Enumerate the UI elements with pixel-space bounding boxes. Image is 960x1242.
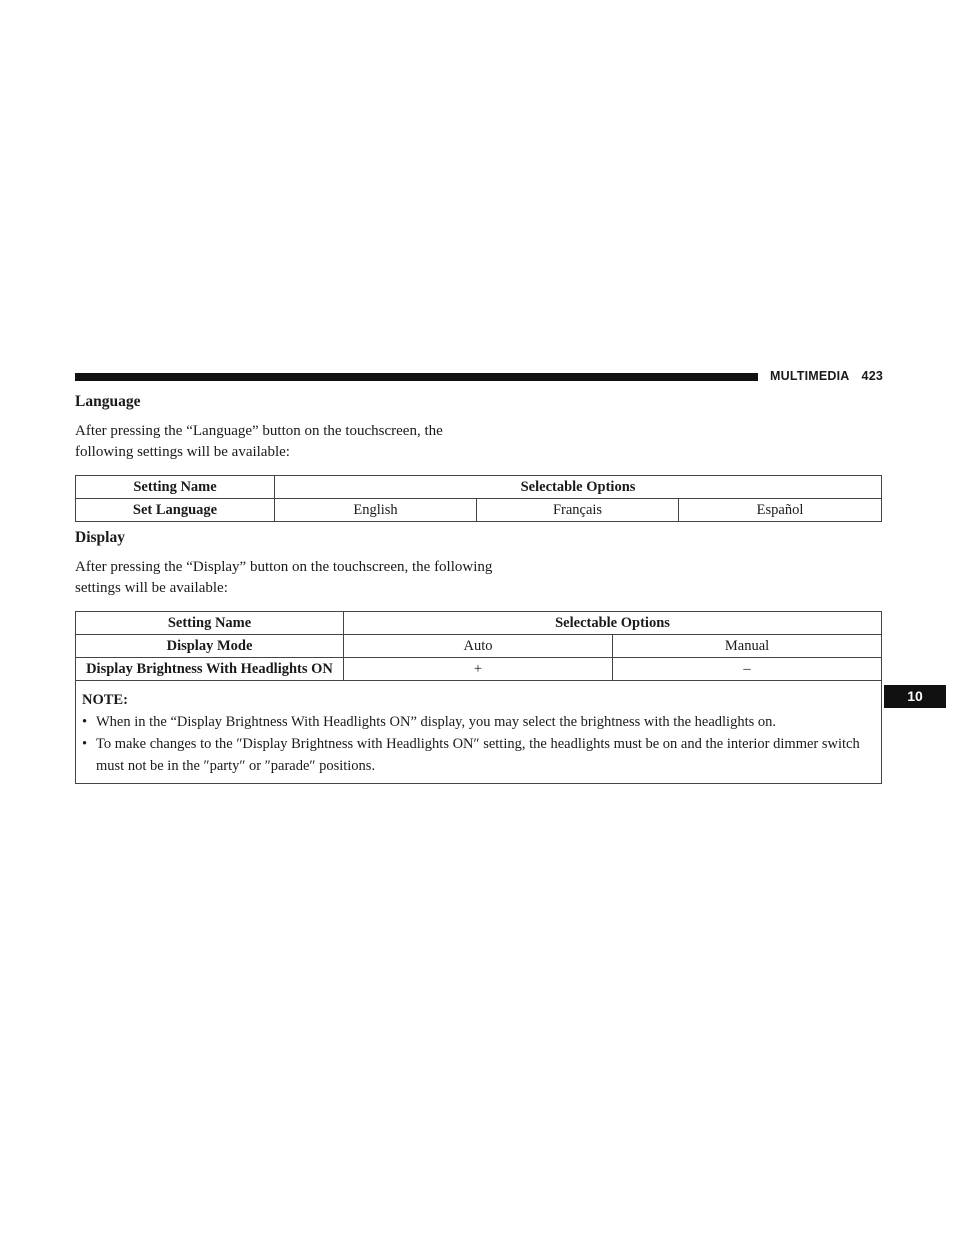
header-selectable-options: Selectable Options	[344, 612, 882, 635]
bullet-icon: •	[82, 736, 88, 752]
option-manual: Manual	[613, 635, 882, 658]
page-number: 423	[861, 369, 884, 383]
option-auto: Auto	[344, 635, 613, 658]
option-plus: +	[344, 658, 613, 681]
section-title: MULTIMEDIA	[770, 369, 850, 383]
option-francais: Français	[477, 499, 679, 522]
option-espanol: Español	[679, 499, 882, 522]
header-setting-name: Setting Name	[76, 476, 275, 499]
table-header-row	[76, 476, 882, 499]
option-english: English	[275, 499, 477, 522]
note-item	[82, 733, 875, 777]
note-row	[76, 681, 882, 784]
display-intro: After pressing the “Display” button on the touchscreen, the following settings will be available:	[75, 559, 493, 596]
note-text: When in the “Display Brightness With Headlights ON” display, you may select the brightness with the headlights on.	[96, 714, 776, 730]
display-table	[75, 611, 882, 784]
table-row	[76, 658, 882, 681]
language-intro: After pressing the “Language” button on the touchscreen, the following settings will be available:	[75, 423, 443, 460]
note-cell	[76, 681, 882, 784]
language-heading: Language	[75, 393, 141, 410]
display-heading: Display	[75, 529, 125, 546]
header-setting-name: Setting Name	[76, 612, 344, 635]
header-rule	[75, 373, 758, 381]
note-title: NOTE:	[82, 692, 128, 708]
header-selectable-options: Selectable Options	[275, 476, 882, 499]
chapter-tab: 10	[884, 685, 946, 708]
note-item	[82, 711, 875, 733]
setting-name: Display Brightness With Headlights ON	[76, 658, 344, 681]
bullet-icon: •	[82, 714, 88, 730]
note-text: To make changes to the ″Display Brightness with Headlights ON″ setting, the headlights must be on and the interior dimmer switch must not be in the ″party″ or ″parade″ positions.	[96, 736, 860, 774]
running-header	[770, 369, 890, 383]
option-minus: –	[613, 658, 882, 681]
setting-name: Set Language	[76, 499, 275, 522]
language-table	[75, 475, 882, 522]
setting-name: Display Mode	[76, 635, 344, 658]
table-header-row	[76, 612, 882, 635]
table-row	[76, 635, 882, 658]
table-row	[76, 499, 882, 522]
